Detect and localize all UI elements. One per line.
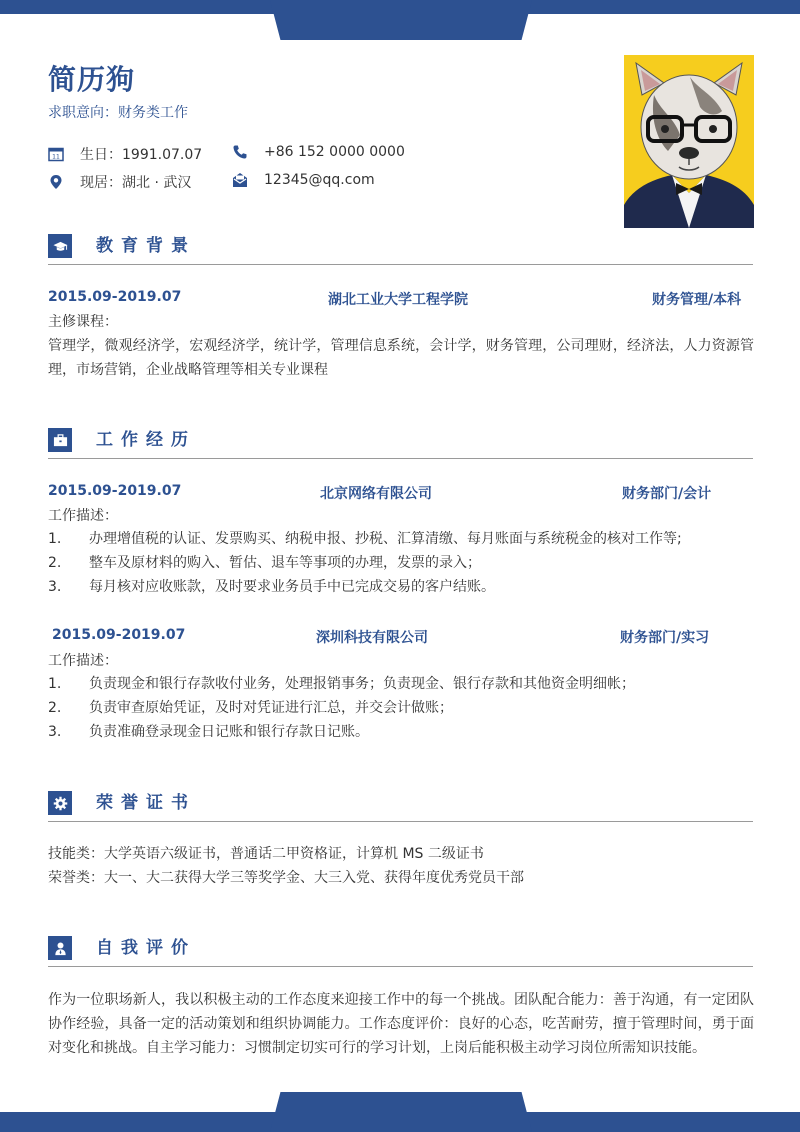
job-desc-label: 工作描述： — [48, 653, 118, 669]
job-period: 2015.09-2019.07 — [48, 483, 182, 499]
work-title: 工作经历 — [96, 430, 196, 450]
user-icon — [53, 941, 68, 956]
svg-text:11: 11 — [52, 153, 60, 161]
bulldog-avatar-illustration — [624, 55, 754, 228]
job-role: 财务部门/实习 — [620, 630, 710, 646]
awards-text: 荣誉类：大一、大二获得大学三等奖学金、大三入党、获得年度优秀党员干部 — [48, 870, 524, 886]
list-item: 3. 每月核对应收账款，及时要求业务员手中已完成交易的客户结账。 — [48, 579, 495, 595]
list-item: 2. 负责审查原始凭证，及时对凭证进行汇总，并交会计做账； — [48, 700, 453, 716]
location-pin-icon — [48, 174, 64, 190]
list-item: 2. 整车及原材料的购入、暂估、退车等事项的办理，发票的录入； — [48, 555, 481, 571]
location-row — [48, 172, 191, 192]
job-role: 财务部门/会计 — [622, 486, 712, 502]
email-icon — [232, 172, 248, 188]
education-title: 教育背景 — [96, 236, 196, 256]
self-title: 自我评价 — [96, 938, 196, 958]
graduation-cap-icon — [53, 239, 68, 254]
honors-section-header — [48, 791, 753, 822]
self-section-header — [48, 936, 753, 967]
location-text: 现居：湖北 · 武汉 — [80, 175, 192, 191]
skills-text: 技能类：大学英语六级证书，普通话二甲资格证，计算机 MS 二级证书 — [48, 846, 484, 862]
birth-text: 生日：1991.07.07 — [80, 147, 203, 163]
top-tab — [270, 0, 532, 40]
bottom-tab — [270, 1092, 532, 1132]
list-item: 1. 办理增值税的认证、发票购买、纳税申报、抄税、汇算清缴、每月账面与系统税金的核对工作等; — [48, 531, 682, 547]
job-company: 北京网络有限公司 — [320, 486, 432, 502]
email-row — [232, 172, 375, 188]
birth-row — [48, 144, 202, 164]
gear-icon — [53, 796, 68, 811]
phone-icon — [232, 144, 248, 160]
honors-title: 荣誉证书 — [96, 793, 196, 813]
list-item: 1. 负责现金和银行存款收付业务，处理报销事务；负责现金、银行存款和其他资金明细帐； — [48, 676, 635, 692]
job-period: 2015.09-2019.07 — [52, 627, 186, 643]
list-item: 3. 负责准确登录现金日记账和银行存款日记账。 — [48, 724, 369, 740]
job-desc-label: 工作描述： — [48, 508, 118, 524]
courses-list: 管理学，微观经济学，宏观经济学，统计学，管理信息系统，会计学，财务管理，公司理财，经济法，人力资源管理，市场营销，企业战略管理等相关专业课程 — [48, 338, 754, 378]
education-period: 2015.09-2019.07 — [48, 289, 182, 305]
phone-text: +86 152 0000 0000 — [264, 144, 405, 160]
profile-photo — [624, 55, 754, 228]
briefcase-icon — [53, 433, 68, 448]
email-text: 12345@qq.com — [264, 172, 375, 188]
self-evaluation-text: 作为一位职场新人，我以积极主动的工作态度来迎接工作中的每一个挑战。团队配合能力：善于沟通，有一定团队协作经验，具备一定的活动策划和组织协调能力。工作态度评价：良好的心态，吃苦耐劳，擅于管理时间，勇于面对变化和挑战。自主学习能力：习惯制定切实可行的学习计划，上岗后能积极主动学习岗位所需知识技能。 — [48, 992, 754, 1056]
work-section-header — [48, 428, 753, 459]
calendar-icon — [48, 146, 64, 162]
education-school: 湖北工业大学工程学院 — [328, 292, 468, 308]
candidate-name: 简历狗 — [48, 63, 136, 96]
job-intent: 求职意向：财务类工作 — [48, 105, 188, 121]
education-section-header — [48, 234, 753, 265]
courses-label: 主修课程： — [48, 314, 118, 330]
job-company: 深圳科技有限公司 — [316, 630, 428, 646]
phone-row — [232, 144, 405, 160]
education-degree: 财务管理/本科 — [652, 292, 742, 308]
